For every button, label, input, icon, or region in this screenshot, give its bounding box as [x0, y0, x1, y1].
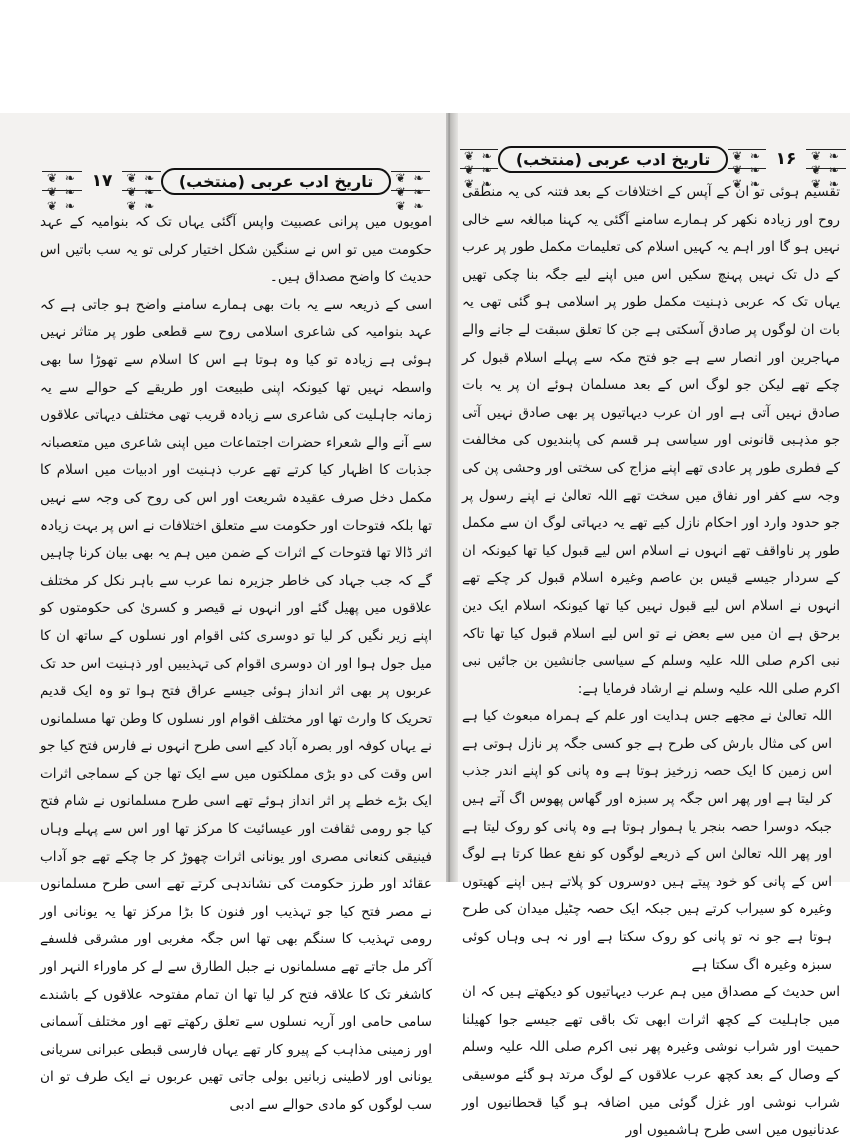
running-title: تاریخ ادب عربی (منتخب) — [161, 168, 391, 195]
right-page-header — [460, 139, 846, 179]
paragraph: اسی کے ذریعہ سے یہ بات بھی ہمارے سامنے واضح ہو جاتی ہے کہ عہد بنوامیہ کی شاعری اسلامی روح سے قطعی طور پر متاثر نہیں ہوئی ہے زیادہ تو کیا وہ ہوتا ہے اس کا اسلام سے تھوڑا سا بھی واسطہ نہیں تھا کیونکہ اپنی طبیعت اور طریقے کے حوالے سے یہ زمانہ جاہلیت کی شاعری سے زیادہ قریب تھی مختلف دیہاتی علاقوں سے آنے والے شعراء حضرات اجتماعات میں اپنی شاعری میں متعصبانہ جذبات کا اظہار کیا کرتے تھے عرب ذہنیت اور ادبیات میں اسلام کا مکمل دخل صرف عقیدہ شریعت اور اس کی روح کی وجہ سے نہیں تھا بلکہ فتوحات اور حکومت سے متعلق اختلافات نے اس پر بہت زیادہ اثر ڈالا تھا فتوحات کے اثرات کے ضمن میں ہم یہ بھی بیان کرنا چاہیں گے کہ جب جہاد کی خاطر جزیرہ نما عرب سے باہر نکل کر مختلف علاقوں میں پھیل گئے اور انہوں نے قیصر و کسریٰ کی حکومتوں کو اپنے زیر نگیں کر لیا تو دوسری کئی اقوام اور نسلوں کے ساتھ ان کا میل جول ہوا اور ان دوسری اقوام کی تہذیبیں اور ذہنیت اس حد تک عربوں پر بھی اثر انداز ہوئی جیسے عراق فتح ہوا تو وہ ایک قدیم تحریک کا وارث تھا اور مختلف اقوام اور نسلوں کا وطن تھا مسلمانوں نے یہاں کوفہ اور بصرہ آباد کیے اسی طرح انہوں نے فارس فتح کیا جو اس وقت کی دو بڑی مملکتوں میں سے ایک تھا جن کے سماجی اثرات ایک بڑے خطے پر اثر انداز ہوئے تھے اسی طرح مسلمانوں نے شام فتح کیا جو رومی ثقافت اور عیسائیت کا مرکز تھا اور اس سے پہلے وہاں فینیقی کنعانی مصری اور یونانی اثرات چھوڑ کر جا چکے تھے جو آداب عقائد اور طرز حکومت کی نشاندہی کرتے تھے اسی طرح مسلمانوں نے مصر فتح کیا جو تہذیب اور فنون کا بڑا مرکز تھا یہ یونانی اور رومی تہذیب کا سنگم بھی تھا اس جگہ مغربی اور مشرقی فلسفے آکر مل جاتے تھے مسلمانوں نے جبل الطارق سے لے کر ماوراء النہر اور کاشغر تک کا علاقہ فتح کر لیا تھا ان تمام مفتوحہ علاقوں کے باشندے سامی حامی اور آریہ نسلوں سے تعلق رکھتے تھے اور مختلف آسمانی اور زمینی مذاہب کے پیرو کار تھے یہاں فارسی قبطی عبرانی سریانی یونانی اور لاطینی زبانیں بولی جاتی تھیں عربوں نے ایک طرف تو ان سب لوگوں کو مادی حوالے سے ادبی — [40, 296, 432, 1113]
paragraph: امویوں میں پرانی عصبیت واپس آگئی یہاں تک کہ بنوامیہ کے عہد حکومت میں تو اس نے سنگین شکل اختیار کرلی تو یہ سب باتیں اس حدیث کا واضح مصداق ہیں۔ — [40, 214, 432, 286]
paragraph: تقسیم ہوئی تو ان کے آپس کے اختلافات کے بعد فتنہ کی یہ منطقی روح اور زیادہ نکھر کر ہمارے سامنے آگئی یہ کہنا مبالغہ سے خالی نہیں ہو گا اور اہم یہ کہیں اسلام کی تعلیمات مکمل طور پر عرب کے دل تک نہیں پہنچ سکیں اس میں اپنے لیے جگہ بنا چکی تھیں یہاں تک کہ عربی ذہنیت مکمل طور پر اسلامی ہو گئی تھی یہ بات ان لوگوں پر صادق آسکتی ہے جن کا تعلق سبقت لے جانے والے مہاجرین اور انصار سے ہے جو فتح مکہ سے پہلے اسلام قبول کر چکے تھے لیکن جو لوگ اس کے بعد مسلمان ہوئے ان پر یہ بات صادق نہیں آتی ہے اور ان عرب دیہاتیوں پر بھی صادق نہیں آتی جو مذہبی قانونی اور سیاسی ہر قسم کی پابندیوں کی مخالفت کے فطری طور پر عادی تھے اپنے مزاج کی سختی اور وحشی پن کی وجہ سے کفر اور نفاق میں سخت تھے اللہ تعالیٰ نے اپنے رسول پر جو حدود وارد اور احکام نازل کیے تھے یہ دیہاتی لوگ ان سے مکمل طور پر ناواقف تھے انہوں نے اسلام اس لیے قبول کیا تھا کیونکہ ان کے سردار جیسے قیس بن عاصم وغیرہ اسلام قبول کر چکے تھے انہوں نے اسلام اس لیے قبول نہیں کیا تھا کیونکہ اسلام ایک دین برحق ہے ان میں سے بعض نے تو اس لیے اسلام قبول کیا تھا تاکہ نبی اکرم صلی اللہ علیہ وسلم کے سیاسی جانشین بن جائیں نبی اکرم صلی اللہ علیہ وسلم نے ارشاد فرمایا ہے: — [462, 184, 840, 697]
right-ornament-band — [391, 171, 430, 191]
mid-ornament-band — [122, 171, 161, 191]
running-title: تاریخ ادب عربی (منتخب) — [498, 146, 728, 173]
left-ornament-band — [460, 149, 498, 169]
book-spread — [0, 113, 850, 1139]
page-number: ۱۷ — [91, 171, 113, 191]
hadith-quote: اللہ تعالیٰ نے مجھے جس ہدایت اور علم کے ہمراہ مبعوث کیا ہے اس کی مثال بارش کی طرح ہے جو کسی جگہ پر نازل ہوتی ہے اس زمین کا ایک حصہ زرخیز ہوتا ہے وہ پانی کو اپنے اندر جذب کر لیتا ہے اور پھر اس جگہ پر سبزہ اور گھاس پھوس اگ آتے ہیں جبکہ دوسرا حصہ بنجر یا ہموار ہوتا ہے وہ پانی کو روک لیتا ہے اور پھر اللہ تعالیٰ اس کے ذریعے لوگوں کو نفع عطا کرتا ہے لوگ اس کے پانی کو خود پیتے ہیں دوسروں کو پلاتے ہیں اپنے کھیتوں وغیرہ کو سیراب کرتے ہیں جبکہ ایک حصہ چٹیل میدان کی طرح ہوتا ہے جو نہ تو پانی کو روک سکتا ہے اور نہ ہی وہاں کوئی سبزہ وغیرہ اگ سکتا ہے — [462, 708, 832, 973]
paragraph: اس حدیث کے مصداق میں ہم عرب دیہاتیوں کو دیکھتے ہیں کہ ان میں جاہلیت کے کچھ اثرات ابھی تک باقی تھے جیسے جوا کھیلنا حمیت اور شراب نوشی وغیرہ پھر نبی اکرم صلی اللہ علیہ وسلم کے وصال کے بعد کچھ عرب علاقوں کے لوگ مرتد ہو گئے موسیقی شراب نوشی اور غزل گوئی میں اضافہ ہو گیا قحطانیوں اور عدنانیوں میں اسی طرح ہاشمیوں اور — [462, 984, 840, 1139]
page-number: ۱۶ — [775, 149, 797, 169]
left-page — [0, 113, 446, 1113]
mid-ornament-band — [728, 149, 766, 169]
right-ornament-band — [806, 149, 846, 169]
left-page-body — [40, 209, 432, 1120]
left-page-header — [42, 161, 430, 201]
right-page — [452, 113, 850, 1139]
left-ornament-band — [42, 171, 82, 191]
right-page-body — [462, 179, 840, 1145]
